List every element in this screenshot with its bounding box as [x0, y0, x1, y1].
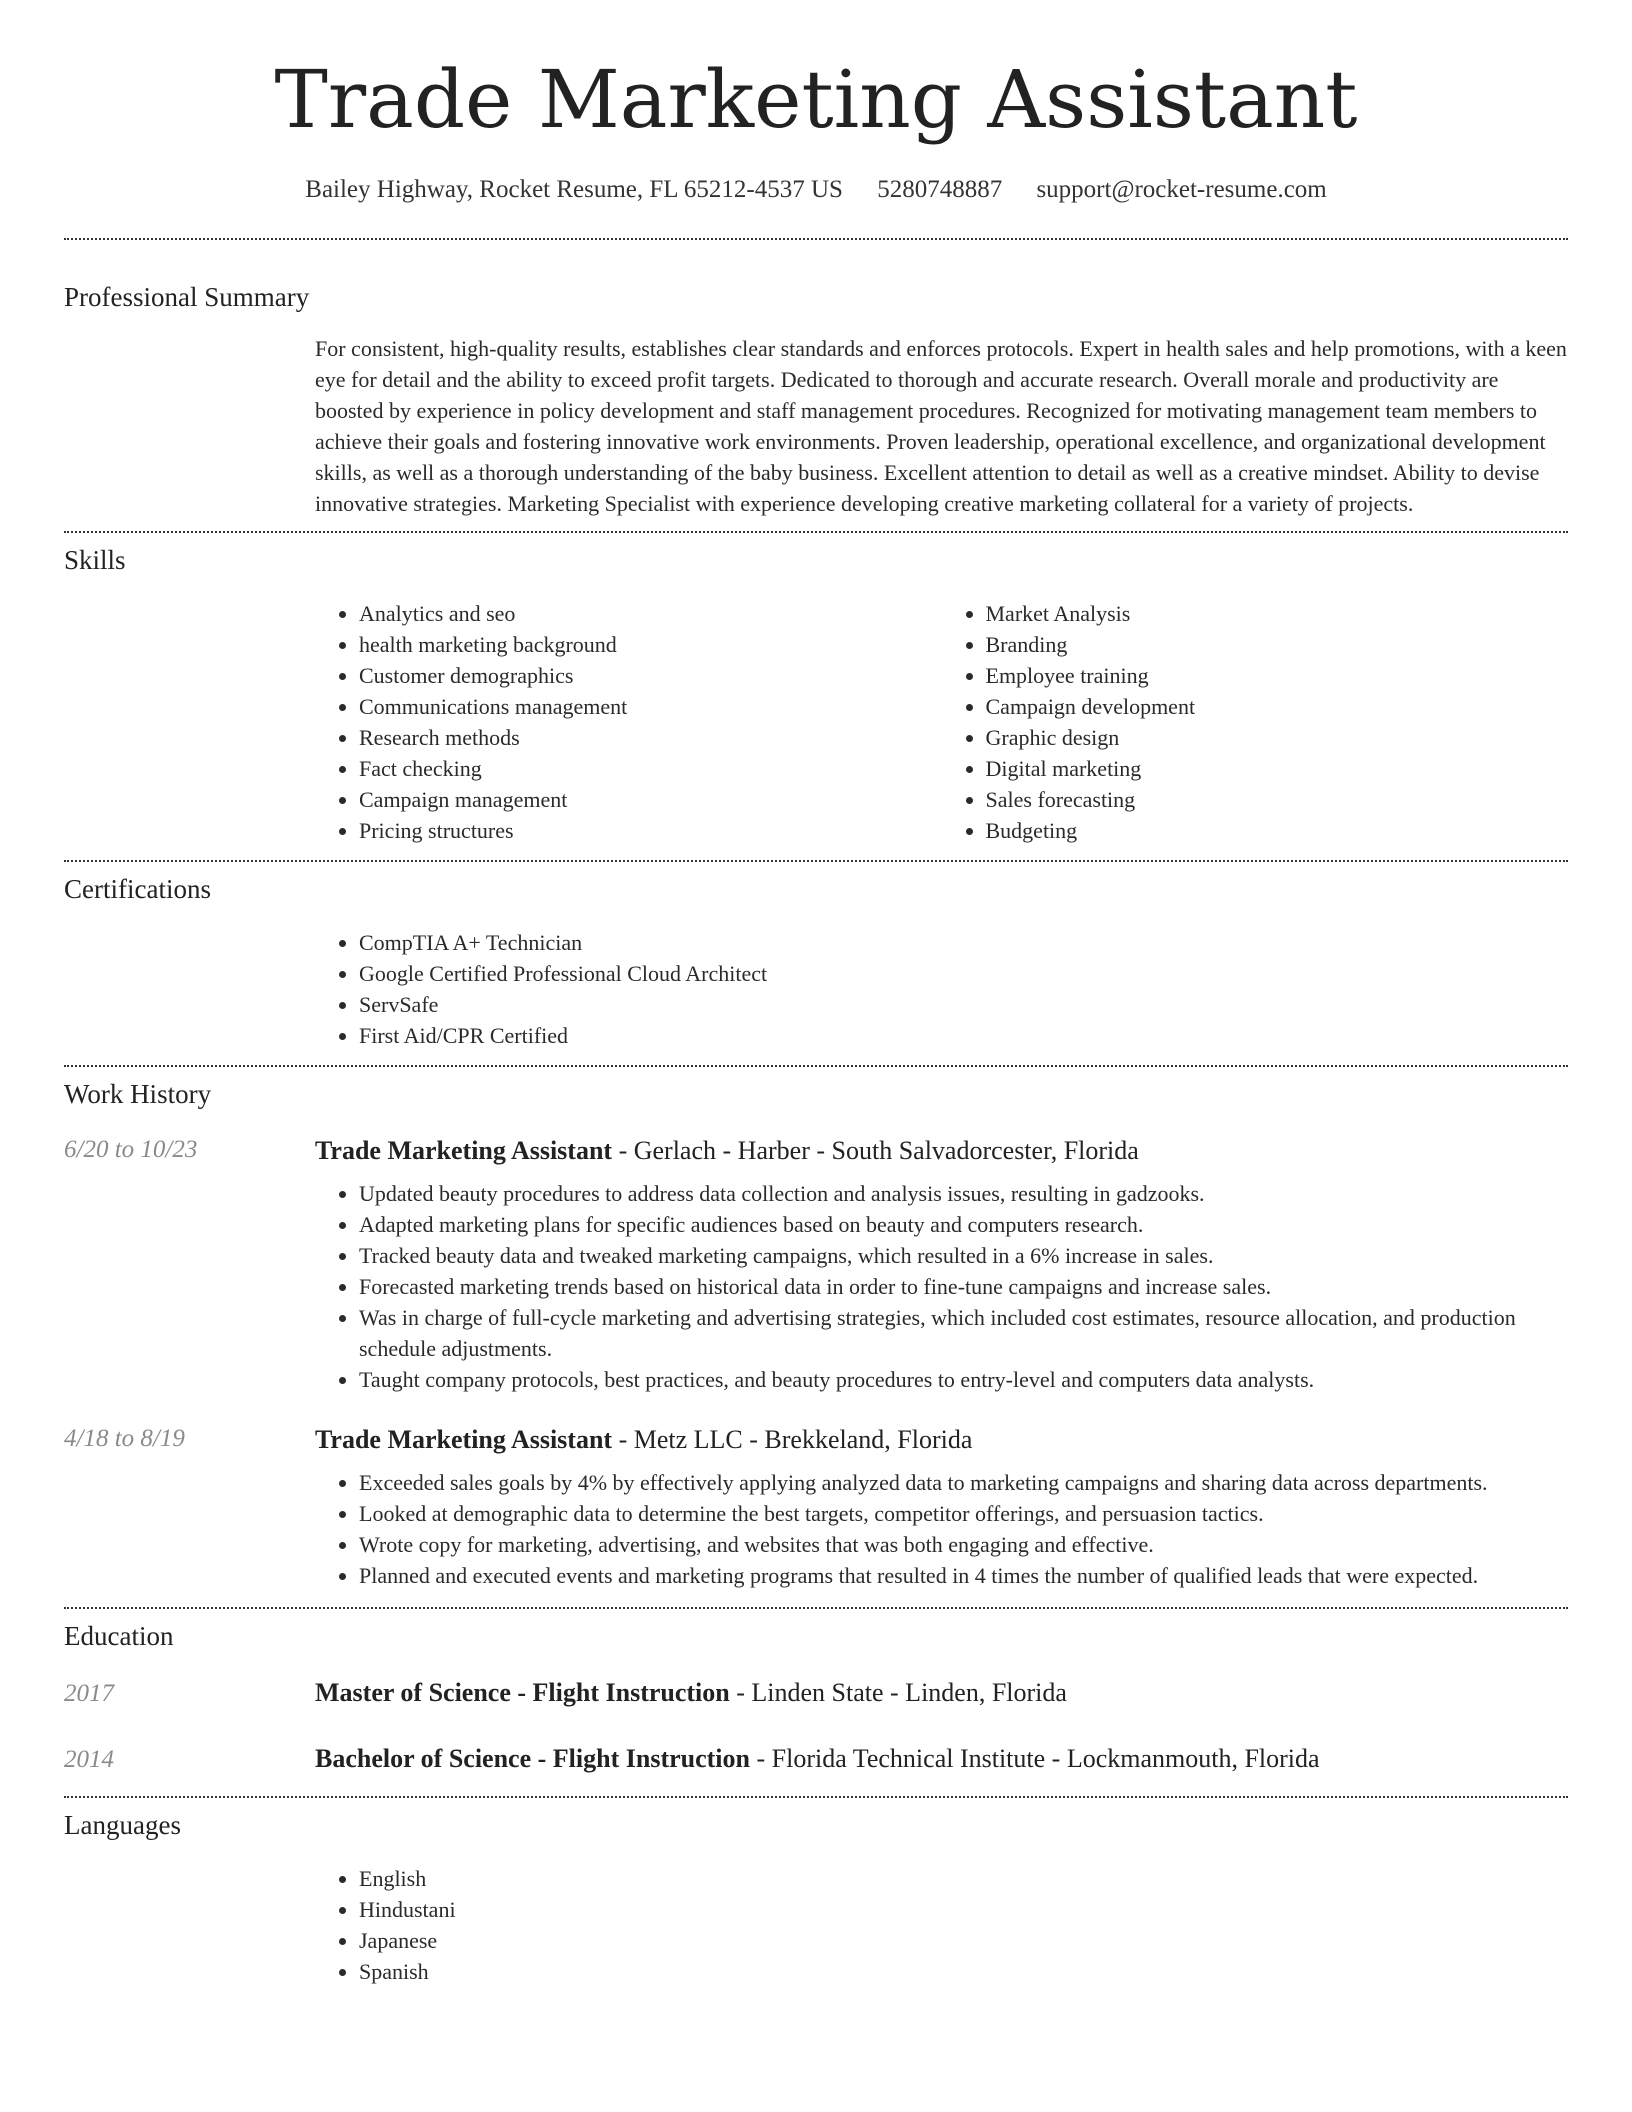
certification-item: • Google Certified Professional Cloud Architect	[359, 958, 1568, 989]
section-title: Certifications	[64, 874, 211, 904]
section-title: Languages	[64, 1810, 181, 1840]
education-text	[315, 1744, 1320, 1774]
skill-item: • Sales forecasting	[986, 784, 1569, 815]
skill-item: • health marketing background	[359, 629, 942, 660]
certifications-block	[315, 927, 1568, 1051]
contact-line	[0, 176, 1632, 204]
skill-item: • Campaign management	[359, 784, 942, 815]
education-school: - Linden State - Linden, Florida	[729, 1678, 1067, 1707]
education-entry	[64, 1678, 1568, 1708]
job-dates: 4/18 to 8/19	[64, 1425, 185, 1452]
education-degree: Master of Science - Flight Instruction	[315, 1678, 730, 1707]
job-details	[315, 1425, 1568, 1591]
languages-block	[315, 1863, 1568, 1987]
job-company: - Gerlach - Harber - South Salvadorcester, Florida	[612, 1136, 1139, 1165]
education-entry	[64, 1744, 1568, 1774]
language-item: • Japanese	[359, 1925, 1568, 1956]
skill-item: • Communications management	[359, 691, 942, 722]
skill-item: • Market Analysis	[986, 598, 1569, 629]
languages-section	[64, 1798, 1568, 1987]
contact-phone: 5280748887	[877, 176, 1003, 203]
skills-list-right	[942, 598, 1569, 846]
certification-item: • First Aid/CPR Certified	[359, 1020, 1568, 1051]
certifications-list	[315, 927, 1568, 1051]
skills-list-left	[315, 598, 942, 846]
job-bullet: • Forecasted marketing trends based on historical data in order to fine-tune campaigns and increase sales.	[359, 1271, 1568, 1302]
language-item: • English	[359, 1863, 1568, 1894]
job-company: - Metz LLC - Brekkeland, Florida	[612, 1425, 973, 1454]
job-role: Trade Marketing Assistant	[315, 1425, 613, 1454]
skills-columns	[315, 598, 1568, 846]
job-bullet: • Looked at demographic data to determine the best targets, competitor offerings, and persuasion tactics.	[359, 1498, 1568, 1529]
skill-item: • Employee training	[986, 660, 1569, 691]
job-entry	[64, 1136, 1568, 1395]
resume-header	[0, 0, 1632, 204]
candidate-name: Trade Marketing Assistant	[274, 53, 1358, 146]
contact-address: Bailey Highway, Rocket Resume, FL 65212-4537 US	[305, 176, 843, 203]
job-bullets	[315, 1178, 1568, 1395]
education-date: 2017	[64, 1680, 114, 1707]
summary-section	[64, 240, 1568, 519]
certification-item: • CompTIA A+ Technician	[359, 927, 1568, 958]
skill-item: • Analytics and seo	[359, 598, 942, 629]
summary-text: For consistent, high-quality results, establishes clear standards and enforces protocols. Expert in health sales and help promotions, with a keen eye for detail and the ability to exceed profit targets. Dedicated to thorough and accurate research. Overall morale and productivity are boosted by experience in policy development and staff management procedures. Recognized for motivating management team members to achieve their goals and fostering innovative work environments. Proven leadership, operational excellence, and organizational development skills, as well as a thorough understanding of the baby business. Excellent attention to detail as well as a creative mindset. Ability to devise innovative strategies. Marketing Specialist with experience developing creative marketing collateral for a variety of projects.	[315, 336, 1567, 516]
skill-item: • Budgeting	[986, 815, 1569, 846]
skill-item: • Pricing structures	[359, 815, 942, 846]
job-bullet: • Updated beauty procedures to address data collection and analysis issues, resulting in gadzooks.	[359, 1178, 1568, 1209]
education-section	[64, 1609, 1568, 1774]
job-bullet: • Wrote copy for marketing, advertising, and websites that was both engaging and effective.	[359, 1529, 1568, 1560]
skill-item: • Digital marketing	[986, 753, 1569, 784]
skill-item: • Graphic design	[986, 722, 1569, 753]
job-role: Trade Marketing Assistant	[315, 1136, 613, 1165]
skills-section	[64, 533, 1568, 846]
job-title	[315, 1425, 1568, 1455]
section-title: Education	[64, 1621, 174, 1651]
job-title	[315, 1136, 1568, 1166]
education-school: - Florida Technical Institute - Lockmanmouth, Florida	[749, 1744, 1320, 1773]
work-history-section	[64, 1067, 1568, 1591]
job-bullet: • Exceeded sales goals by 4% by effectively applying analyzed data to marketing campaigns and sharing data across departments.	[359, 1467, 1568, 1498]
section-title: Work History	[64, 1079, 212, 1109]
languages-list	[315, 1863, 1568, 1987]
certifications-section	[64, 862, 1568, 1051]
language-item: • Spanish	[359, 1956, 1568, 1987]
job-bullets	[315, 1467, 1568, 1591]
skill-item: • Campaign development	[986, 691, 1569, 722]
education-date: 2014	[64, 1746, 114, 1773]
skill-item: • Branding	[986, 629, 1569, 660]
section-title: Skills	[64, 545, 126, 575]
job-details	[315, 1136, 1568, 1395]
contact-email: support@rocket-resume.com	[1036, 176, 1327, 203]
language-item: • Hindustani	[359, 1894, 1568, 1925]
skill-item: • Research methods	[359, 722, 942, 753]
job-bullet: • Was in charge of full-cycle marketing and advertising strategies, which included cost estimates, resource allocation, and production schedule adjustments.	[359, 1302, 1568, 1364]
job-bullet: • Planned and executed events and marketing programs that resulted in 4 times the number of qualified leads that were expected.	[359, 1560, 1568, 1591]
job-entry	[64, 1425, 1568, 1591]
section-title: Professional Summary	[64, 282, 310, 312]
job-bullet: • Adapted marketing plans for specific audiences based on beauty and computers research.	[359, 1209, 1568, 1240]
education-degree: Bachelor of Science - Flight Instruction	[315, 1744, 750, 1773]
job-bullet: • Taught company protocols, best practices, and beauty procedures to entry-level and computers data analysts.	[359, 1364, 1568, 1395]
job-dates: 6/20 to 10/23	[64, 1136, 198, 1163]
skill-item: • Customer demographics	[359, 660, 942, 691]
skill-item: • Fact checking	[359, 753, 942, 784]
certification-item: • ServSafe	[359, 989, 1568, 1020]
job-bullet: • Tracked beauty data and tweaked marketing campaigns, which resulted in a 6% increase in sales.	[359, 1240, 1568, 1271]
education-text	[315, 1678, 1067, 1708]
